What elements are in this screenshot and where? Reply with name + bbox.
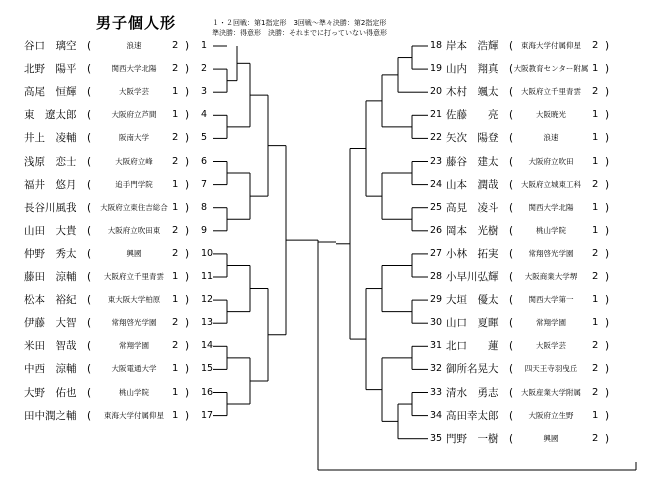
player-grade: 1 (172, 271, 179, 282)
seed-number: 29 (430, 294, 443, 306)
player-grade: 2 (172, 155, 179, 167)
paren-open: ( (87, 178, 92, 191)
player-grade: 2 (592, 271, 599, 282)
paren-close: ) (185, 86, 190, 99)
player-school: 大阪暁光 (536, 110, 566, 120)
paren-close: ) (185, 340, 190, 353)
player-name: 藤谷 建太 (446, 155, 499, 168)
player-name: 東 遼太郎 (24, 109, 77, 122)
player-name: 清水 勇志 (446, 386, 499, 399)
paren-open: ( (87, 63, 92, 76)
player-school: 阪南大学 (119, 133, 149, 143)
rule-note-rounds: １・２回戦：第1指定形 3回戦～準々決勝：第2指定形 (212, 19, 387, 27)
seed-number: 11 (201, 271, 214, 282)
player-name: 矢次 陽登 (446, 132, 499, 145)
player-school: 常翔啓光学園 (111, 318, 157, 328)
seed-number: 8 (201, 201, 208, 213)
player-grade: 2 (172, 340, 179, 352)
seed-number: 28 (430, 271, 443, 282)
player-school: 常翔啓光学園 (528, 248, 574, 258)
player-name: 山田 大貴 (24, 224, 77, 237)
player-school: 浪速 (543, 133, 559, 143)
seed-number: 13 (201, 317, 214, 329)
seed-number: 14 (201, 340, 214, 352)
player-name: 岸本 浩輝 (446, 40, 499, 52)
paren-open: ( (509, 386, 514, 399)
seed-number: 25 (430, 201, 443, 213)
paren-open: ( (87, 363, 92, 376)
paren-open: ( (87, 294, 92, 307)
player-grade: 1 (592, 155, 599, 167)
player-name: 長谷川風我 (24, 201, 77, 214)
paren-open: ( (509, 178, 514, 191)
player-name: 山内 翔真 (446, 63, 499, 76)
paren-close: ) (185, 317, 190, 330)
player-grade: 1 (172, 386, 179, 398)
paren-open: ( (509, 363, 514, 376)
paren-close: ) (605, 317, 610, 330)
seed-number: 32 (430, 363, 443, 375)
rule-note-finals: 準決勝：得意形 決勝：それまでに打っていない得意形 (212, 29, 387, 37)
player-name: 藤田 涼輔 (24, 271, 77, 283)
seed-number: 9 (201, 224, 208, 236)
seed-number: 34 (430, 409, 443, 421)
player-name: 佐藤 亮 (446, 109, 499, 122)
player-school: 桃山学院 (119, 387, 149, 397)
player-name: 北野 陽平 (24, 63, 77, 76)
player-name: 小早川弘輝 (446, 271, 499, 283)
player-school: 大阪府立千里青雲 (521, 87, 581, 97)
player-name: 松本 裕紀 (24, 294, 77, 307)
paren-open: ( (87, 386, 92, 399)
paren-open: ( (87, 340, 92, 353)
paren-close: ) (185, 201, 190, 214)
player-grade: 2 (592, 363, 599, 375)
player-school: 大阪産業大学附属 (521, 387, 581, 397)
paren-close: ) (185, 155, 190, 168)
player-grade: 1 (592, 63, 599, 75)
seed-number: 30 (430, 317, 443, 329)
player-school: 大阪府立東住吉総合 (100, 202, 168, 212)
player-school: 大阪府立芦間 (111, 110, 157, 120)
player-school: 東大阪大学柏原 (107, 295, 161, 305)
paren-open: ( (87, 271, 92, 283)
player-grade: 2 (172, 132, 179, 144)
player-school: 大阪学芸 (119, 87, 149, 97)
player-grade: 2 (592, 40, 599, 51)
player-name: 米田 智哉 (24, 340, 77, 353)
paren-close: ) (605, 40, 610, 52)
paren-open: ( (87, 247, 92, 260)
seed-number: 20 (430, 86, 443, 98)
paren-close: ) (605, 386, 610, 399)
player-grade: 1 (172, 178, 179, 190)
player-name: 大野 佑也 (24, 386, 77, 399)
player-name: 小林 拓実 (446, 247, 499, 260)
player-school: 東海大学付属仰星 (104, 410, 164, 420)
paren-close: ) (185, 363, 190, 376)
player-school: 大阪学芸 (536, 341, 566, 351)
player-name: 山本 潤哉 (446, 178, 499, 191)
player-grade: 2 (172, 224, 179, 236)
seed-number: 7 (201, 178, 208, 190)
paren-close: ) (185, 109, 190, 122)
player-name: 山口 夏暉 (446, 317, 499, 330)
paren-open: ( (509, 340, 514, 353)
player-grade: 1 (592, 317, 599, 329)
seed-number: 27 (430, 247, 443, 259)
player-grade: 1 (172, 86, 179, 98)
seed-number: 1 (201, 40, 208, 51)
paren-close: ) (185, 224, 190, 237)
player-grade: 2 (592, 386, 599, 398)
paren-close: ) (605, 247, 610, 260)
player-name: 高尾 恒輝 (24, 86, 77, 99)
seed-number: 19 (430, 63, 443, 75)
paren-open: ( (509, 132, 514, 145)
player-name: 福井 悠月 (24, 178, 77, 191)
paren-close: ) (605, 109, 610, 122)
seed-number: 35 (430, 432, 443, 444)
paren-close: ) (605, 409, 610, 422)
paren-open: ( (87, 317, 92, 330)
seed-number: 23 (430, 155, 443, 167)
paren-open: ( (509, 109, 514, 122)
seed-number: 12 (201, 294, 214, 306)
paren-close: ) (605, 363, 610, 376)
player-school: 大阪府立生野 (528, 410, 574, 420)
paren-close: ) (605, 86, 610, 99)
seed-number: 5 (201, 132, 208, 144)
paren-close: ) (185, 247, 190, 260)
player-school: 浪速 (126, 41, 142, 50)
player-name: 浅原 恋士 (24, 155, 77, 168)
seed-number: 24 (430, 178, 443, 190)
player-name: 大垣 優太 (446, 294, 499, 307)
player-school: 大阪商業大学堺 (524, 272, 578, 281)
player-name: 高見 凌斗 (446, 201, 499, 214)
player-name: 谷口 璃空 (24, 40, 77, 52)
seed-number: 26 (430, 224, 443, 236)
paren-close: ) (605, 224, 610, 237)
player-grade: 1 (592, 201, 599, 213)
player-grade: 1 (592, 294, 599, 306)
paren-close: ) (605, 340, 610, 353)
paren-close: ) (185, 271, 190, 283)
player-school: 関西大学北陽 (111, 64, 157, 74)
paren-close: ) (605, 271, 610, 283)
player-grade: 2 (592, 340, 599, 352)
paren-open: ( (87, 155, 92, 168)
player-school: 東海大学付属仰星 (521, 41, 581, 50)
player-grade: 2 (592, 86, 599, 98)
player-grade: 2 (592, 247, 599, 259)
seed-number: 3 (201, 86, 208, 98)
player-school: 常翔学園 (119, 341, 149, 351)
paren-open: ( (87, 132, 92, 145)
player-name: 岡本 光樹 (446, 224, 499, 237)
paren-open: ( (509, 294, 514, 307)
player-name: 田中潤之輔 (24, 409, 77, 422)
paren-open: ( (509, 201, 514, 214)
player-school: 関西大学北陽 (528, 202, 574, 212)
player-school: 大阪府立吹田 (528, 156, 574, 166)
player-grade: 2 (172, 317, 179, 329)
paren-close: ) (605, 63, 610, 76)
player-grade: 2 (172, 247, 179, 259)
paren-close: ) (185, 294, 190, 307)
paren-open: ( (87, 224, 92, 237)
seed-number: 18 (430, 40, 443, 51)
seed-number: 2 (201, 63, 208, 75)
player-grade: 1 (172, 201, 179, 213)
seed-number: 16 (201, 386, 214, 398)
player-school: 興國 (126, 248, 142, 258)
player-school: 興國 (543, 433, 559, 443)
player-name: 高田幸太郎 (446, 409, 499, 422)
paren-open: ( (87, 40, 92, 52)
paren-open: ( (87, 109, 92, 122)
paren-close: ) (185, 40, 190, 52)
seed-number: 10 (201, 247, 214, 259)
player-school: 大阪府立峰 (115, 156, 153, 166)
player-school: 大阪電通大学 (111, 364, 157, 374)
player-name: 伊藤 大智 (24, 317, 77, 330)
player-school: 追手門学院 (115, 179, 153, 189)
player-school: 大阪府立城東工科 (521, 179, 581, 189)
seed-number: 21 (430, 109, 443, 121)
player-name: 仲野 秀太 (24, 247, 77, 260)
player-name: 北口 蓮 (446, 340, 499, 353)
player-school: 桃山学院 (536, 225, 566, 235)
player-grade: 1 (592, 224, 599, 236)
paren-open: ( (509, 317, 514, 330)
player-grade: 1 (172, 294, 179, 306)
paren-open: ( (509, 432, 514, 445)
paren-close: ) (185, 132, 190, 145)
paren-close: ) (605, 201, 610, 214)
player-grade: 2 (172, 63, 179, 75)
paren-open: ( (509, 271, 514, 283)
paren-open: ( (87, 409, 92, 422)
player-school: 常翔学園 (536, 318, 566, 328)
seed-number: 15 (201, 363, 214, 375)
seed-number: 33 (430, 386, 443, 398)
paren-close: ) (185, 409, 190, 422)
paren-open: ( (509, 224, 514, 237)
player-school: 大阪府立千里青雲 (104, 272, 164, 281)
player-grade: 1 (592, 109, 599, 121)
page-title: 男子個人形 (96, 14, 177, 32)
player-name: 門野 一樹 (446, 432, 499, 445)
player-name: 御所名晃大 (446, 363, 499, 376)
player-school: 大阪府立吹田東 (107, 225, 161, 235)
paren-close: ) (605, 432, 610, 445)
player-grade: 1 (172, 363, 179, 375)
paren-open: ( (509, 155, 514, 168)
paren-open: ( (87, 201, 92, 214)
paren-close: ) (185, 178, 190, 191)
paren-open: ( (509, 63, 514, 76)
paren-close: ) (605, 178, 610, 191)
paren-open: ( (87, 86, 92, 99)
player-grade: 1 (592, 409, 599, 421)
player-grade: 2 (592, 432, 599, 444)
player-name: 井上 凌輔 (24, 132, 77, 145)
seed-number: 6 (201, 155, 208, 167)
player-grade: 2 (592, 178, 599, 190)
seed-number: 22 (430, 132, 443, 144)
paren-close: ) (605, 294, 610, 307)
player-school: 関西大学第一 (528, 295, 574, 305)
paren-open: ( (509, 40, 514, 52)
player-school: 四天王寺羽曳丘 (524, 364, 578, 374)
player-name: 木村 颯太 (446, 86, 499, 99)
paren-open: ( (509, 86, 514, 99)
paren-open: ( (509, 247, 514, 260)
player-grade: 1 (592, 132, 599, 144)
seed-number: 31 (430, 340, 443, 352)
seed-number: 17 (201, 409, 214, 421)
seed-number: 4 (201, 109, 208, 121)
paren-close: ) (605, 132, 610, 145)
player-grade: 1 (172, 109, 179, 121)
player-name: 中西 涼輔 (24, 363, 77, 376)
paren-open: ( (509, 409, 514, 422)
paren-close: ) (185, 386, 190, 399)
player-grade: 1 (172, 409, 179, 421)
player-grade: 2 (172, 40, 179, 51)
player-school: 大阪教育センター附属 (513, 64, 589, 74)
paren-close: ) (605, 155, 610, 168)
paren-close: ) (185, 63, 190, 76)
